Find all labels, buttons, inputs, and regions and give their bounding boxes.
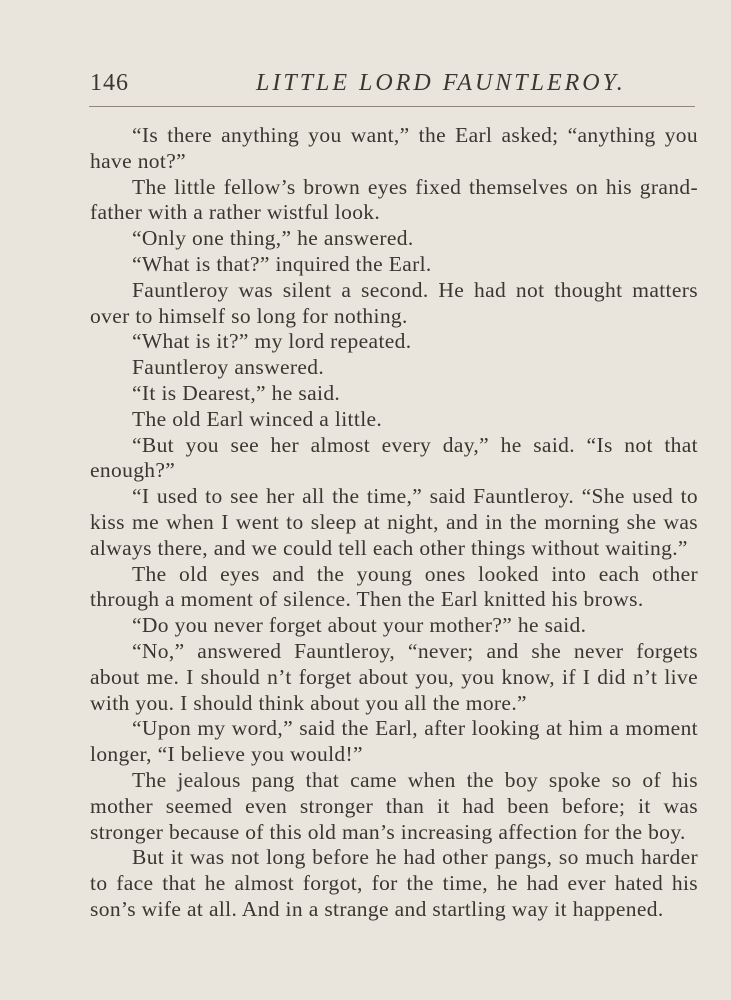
paragraph: “Only one thing,” he answered.	[132, 226, 414, 251]
paragraph: The old eyes and the young ones looked into each other through a moment of silence. Then the Earl knitted his brows.	[90, 561, 698, 612]
paragraph: “What is that?” inquired the Earl.	[132, 251, 432, 276]
body-text	[90, 123, 698, 923]
page-number: 146	[90, 70, 129, 96]
paragraph: “I used to see her all the time,” said Fauntleroy. “She used to kiss me when I went to sleep at night, and in the morning she was always there, and we could tell each other things without waiting.”	[90, 484, 698, 560]
paragraph: “But you see her almost every day,” he said. “Is not that enough?”	[90, 432, 698, 483]
paragraph: “What is it?” my lord repeated.	[132, 329, 412, 354]
paragraph: “Do you never forget about your mother?” he said.	[132, 613, 587, 638]
paragraph: The little fellow’s brown eyes fixed themselves on his grand-father with a rather wistful look.	[90, 174, 698, 225]
paragraph: But it was not long before he had other pangs, so much harder to face that he almost forgot, for the time, he had ever hated his son’s wife at all. And in a strange and startling way it happened.	[90, 845, 698, 921]
paragraph: The jealous pang that came when the boy spoke so of his mother seemed even stronger than it had been before; it was stronger because of this old man’s increasing affection for the boy.	[90, 767, 698, 844]
paragraph: “Upon my word,” said the Earl, after looking at him a moment longer, “I believe you would!”	[90, 716, 698, 767]
paragraph: Fauntleroy answered.	[132, 355, 325, 380]
header-rule	[89, 106, 695, 107]
paragraph: “No,” answered Fauntleroy, “never; and she never forgets about me. I should n’t forget about you, you know, if I did n’t live with you. I should think about you all the more.”	[90, 638, 698, 715]
paragraph: “It is Dearest,” he said.	[132, 380, 341, 405]
paragraph: Fauntleroy was silent a second. He had not thought matters over to himself so long for nothing.	[90, 277, 698, 328]
running-title: LITTLE LORD FAUNTLEROY.	[256, 70, 626, 96]
running-head	[90, 70, 702, 104]
paragraph: “Is there anything you want,” the Earl asked; “anything you have not?”	[90, 123, 698, 173]
paragraph: The old Earl winced a little.	[132, 406, 383, 431]
